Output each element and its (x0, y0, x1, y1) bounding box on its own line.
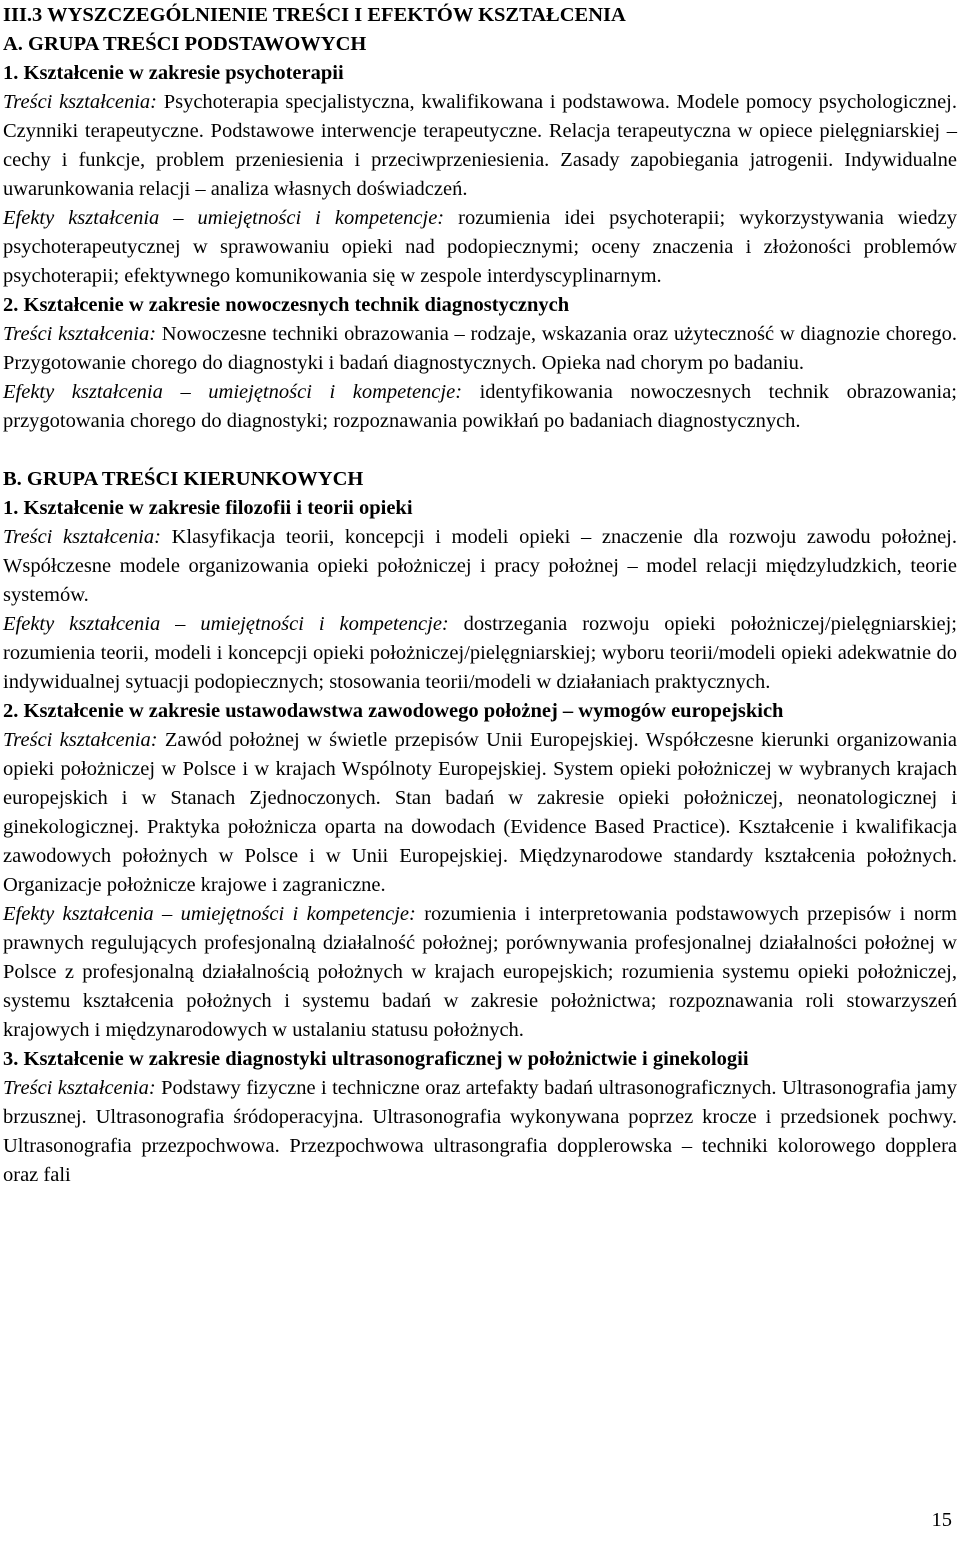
section-b1-heading: 1. Kształcenie w zakresie filozofii i teorii opieki (3, 497, 413, 519)
tresci-label: Treści kształcenia: (3, 1077, 156, 1099)
section-a1-content (3, 88, 957, 204)
section-b2-effects (3, 900, 957, 1045)
section-a2-heading: 2. Kształcenie w zakresie nowoczesnych technik diagnostycznych (3, 294, 570, 316)
section-a2-content (3, 320, 957, 378)
tresci-label: Treści kształcenia: (3, 91, 157, 113)
page-title: III.3 WYSZCZEGÓLNIENIE TREŚCI I EFEKTÓW KSZTAŁCENIA (3, 4, 626, 26)
section-b1-effects (3, 610, 957, 697)
section-a1-heading: 1. Kształcenie w zakresie psychoterapii (3, 62, 344, 84)
section-b1-content (3, 523, 957, 610)
group-a-heading: A. GRUPA TREŚCI PODSTAWOWYCH (3, 33, 367, 55)
efekty-text: rozumienia i interpretowania podstawowych przepisów i norm prawnych regulujących profesjonalną działalność położnej; porównywania profesjonalnej działalności położnej w Polsce z profesjonalną działalnością położnych w krajach europejskich; rozumienia systemu opieki położniczej, systemu kształcenia położnych i systemu badań w zakresie położnictwa; rozpoznawania roli stowarzyszeń krajowych i międzynarodowych w ustalaniu statusu położnych. (3, 903, 957, 1041)
tresci-text: Psychoterapia specjalistyczna, kwalifikowana i podstawowa. Modele pomocy psychologicznej. Czynniki terapeutyczne. Podstawowe interwencje terapeutyczne. Relacja terapeutyczna w opiece pielęgniarskiej – cechy i funkcje, problem przeniesienia i przeciwprzeniesienia. Zasady zapobiegania jatrogenii. Indywidualne uwarunkowania relacji – analiza własnych doświadczeń. (3, 91, 957, 200)
section-b3-heading: 3. Kształcenie w zakresie diagnostyki ultrasonograficznej w położnictwie i ginekologii (3, 1048, 749, 1070)
tresci-text: Nowoczesne techniki obrazowania – rodzaje, wskazania oraz użyteczność w diagnozie chorego. Przygotowanie chorego do diagnostyki i badań diagnostycznych. Opieka nad chorym po badaniu. (3, 323, 957, 374)
tresci-label: Treści kształcenia: (3, 323, 157, 345)
efekty-label: Efekty kształcenia – umiejętności i kompetencje: (3, 381, 463, 403)
efekty-text: identyfikowania nowoczesnych technik obrazowania; przygotowania chorego do diagnostyki; rozpoznawania powikłań po badaniach diagnostycznych. (3, 381, 957, 432)
page-number: 15 (931, 1509, 952, 1531)
efekty-label: Efekty kształcenia – umiejętności i kompetencje: (3, 613, 449, 635)
efekty-label: Efekty kształcenia – umiejętności i kompetencje: (3, 207, 445, 229)
section-b2-content (3, 726, 957, 900)
section-a1-effects (3, 204, 957, 291)
section-a2-effects (3, 378, 957, 436)
section-b3-content (3, 1074, 957, 1190)
tresci-label: Treści kształcenia: (3, 526, 161, 548)
section-b2-heading: 2. Kształcenie w zakresie ustawodawstwa zawodowego położnej – wymogów europejskich (3, 700, 784, 722)
group-b-heading: B. GRUPA TREŚCI KIERUNKOWYCH (3, 468, 364, 490)
tresci-text: Podstawy fizyczne i techniczne oraz artefakty badań ultrasonograficznych. Ultrasonografia jamy brzusznej. Ultrasonografia śródoperacyjna. Ultrasonografia wykonywana poprzez krocze i przedsionek pochwy. Ultrasonografia przezpochwowa. Przezpochwowa ultrasongrafia dopplerowska – techniki kolorowego dopplera oraz fali (3, 1077, 957, 1186)
tresci-text: Zawód położnej w świetle przepisów Unii Europejskiej. Współczesne kierunki organizowania opieki położniczej w Polsce i w krajach Wspólnoty Europejskiej. System opieki położniczej w wybranych krajach europejskich i w Stanach Zjednoczonych. Stan badań w zakresie opieki położniczej, neonatologicznej i ginekologicznej. Praktyka położnicza oparta na dowodach (Evidence Based Practice). Kształcenie i kwalifikacja zawodowych położnych w Polsce i w Unii Europejskiej. Międzynarodowe standardy kształcenia położnych. Organizacje położnicze krajowe i zagraniczne. (3, 729, 957, 896)
efekty-label: Efekty kształcenia – umiejętności i kompetencje: (3, 903, 416, 925)
tresci-text: Klasyfikacja teorii, koncepcji i modeli opieki – znaczenie dla rozwoju zawodu położnej. Współczesne modele organizowania opieki położniczej i pracy położnej – model relacji międzyludzkich, teorie systemów. (3, 526, 958, 606)
blank-line (3, 436, 957, 465)
efekty-text: rozumienia idei psychoterapii; wykorzystywania wiedzy psychoterapeutycznej w sprawowaniu opieki nad podopiecznymi; oceny znaczenia i złożoności problemów psychoterapii; efektywnego komunikowania się w zespole interdyscyplinarnym. (3, 207, 957, 287)
tresci-label: Treści kształcenia: (3, 729, 158, 751)
efekty-text: dostrzegania rozwoju opieki położniczej/pielęgniarskiej; rozumienia teorii, modeli i koncepcji opieki położniczej/pielęgniarskiej; wyboru teorii/modeli opieki adekwatnie do indywidualnej sytuacji podopiecznych; stosowania teorii/modeli w działaniach praktycznych. (3, 613, 958, 693)
